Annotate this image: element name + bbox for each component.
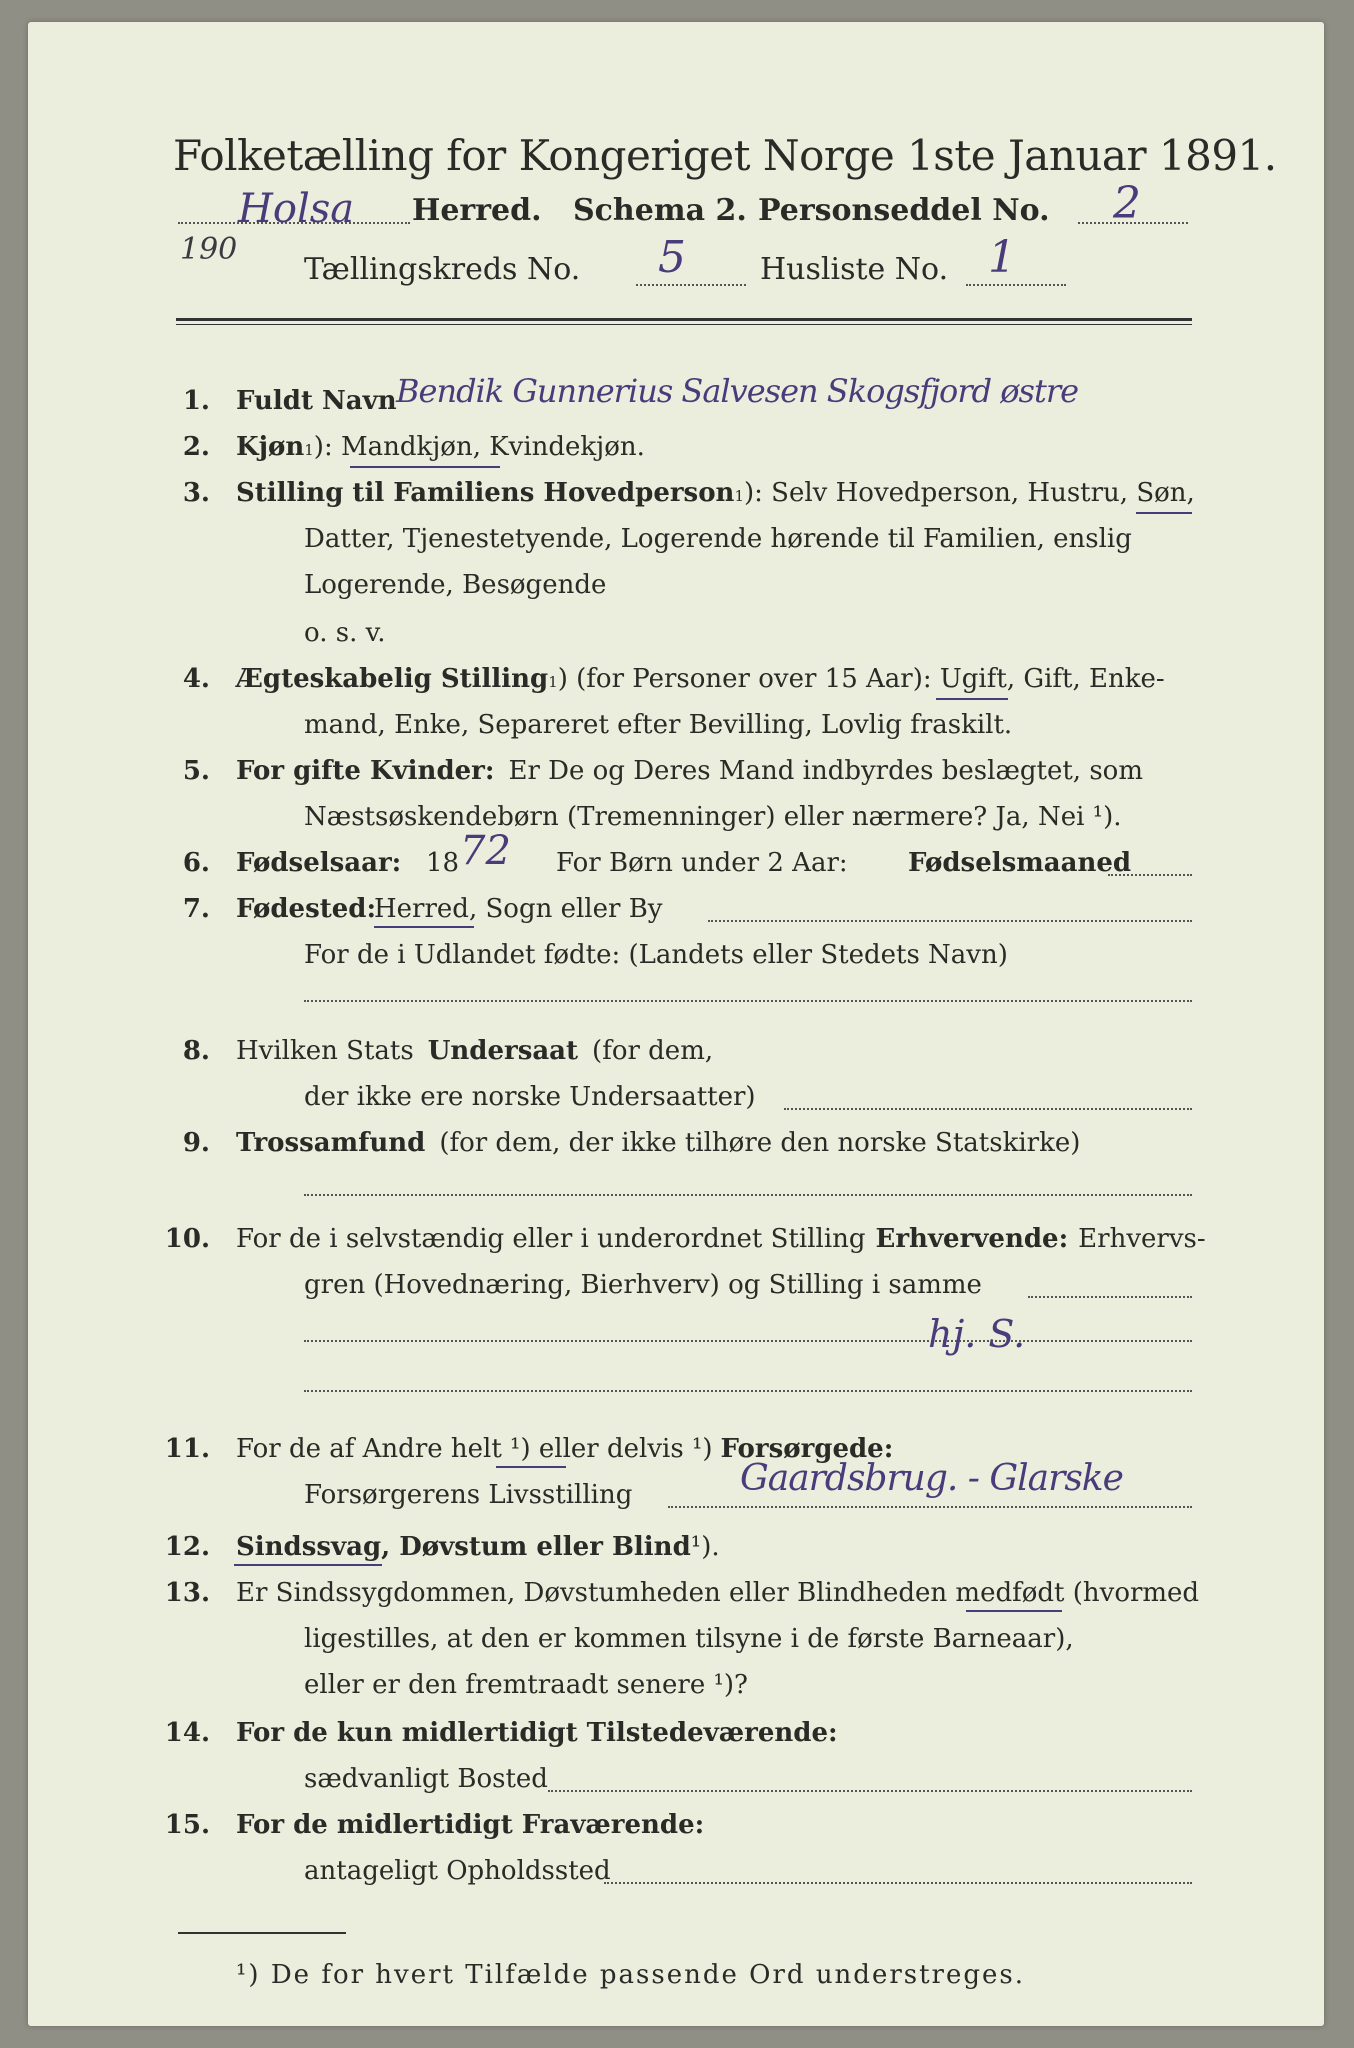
herred-label: Herred. — [412, 193, 542, 228]
item-12-label: Sindssvag, Døvstum eller Blind — [236, 1532, 691, 1562]
item-13-line3: eller er den fremtraadt senere ¹)? — [304, 1670, 748, 1700]
personseddel-label: Personseddel No. — [758, 193, 1050, 228]
item-14-label: For de kun midlertidigt Tilstedeværende: — [236, 1718, 838, 1748]
occupation-dotline-3 — [304, 1390, 1192, 1392]
occupation-value: hj. S. — [928, 1312, 1026, 1356]
item-2-sup: 1 — [304, 441, 314, 459]
item-5-text: Er De og Deres Mand indbyrdes beslægtet, som — [508, 756, 1143, 786]
provider-dotline — [668, 1506, 1192, 1508]
item-12-row — [236, 1530, 720, 1564]
item-number: 5. — [182, 756, 210, 786]
item-number: 10. — [164, 1224, 210, 1254]
occupation-dotline-2 — [304, 1340, 1192, 1342]
item-6-label2: Fødselsmaaned — [908, 848, 1132, 878]
item-15-label: For de midlertidigt Fraværende: — [236, 1810, 705, 1840]
item-10-label: Erhvervende: — [875, 1224, 1069, 1254]
abode-dotline — [604, 1882, 1192, 1884]
occupation-dotline-1 — [1028, 1296, 1192, 1298]
item-number: 14. — [164, 1718, 210, 1748]
item-number: 15. — [164, 1810, 210, 1840]
item-3-text: ): Selv Hovedperson, Hustru, Søn, — [744, 478, 1195, 508]
item-3-line4: o. s. v. — [304, 618, 386, 648]
item-2-text: ): Mandkjøn, Kvindekjøn. — [313, 432, 645, 462]
item-number: 7. — [182, 894, 210, 924]
header-rule-thin — [176, 324, 1192, 325]
underline-herred — [374, 926, 474, 928]
item-number: 11. — [164, 1434, 210, 1464]
item-14-line2: sædvanligt Bosted — [304, 1764, 548, 1794]
item-number: 2. — [182, 432, 210, 462]
underline-mandkjon — [350, 466, 500, 468]
item-10-text: For de i selvstændig eller i underordnet Stilling — [236, 1224, 866, 1254]
full-name-value: Bendik Gunnerius Salvesen Skogsfjord østre — [396, 372, 1079, 410]
residence-dotline — [548, 1790, 1192, 1792]
item-3-line2: Datter, Tjenestetyende, Logerende hørende til Familien, enslig — [304, 524, 1132, 554]
kreds-value: 5 — [658, 232, 686, 283]
form-title: Folketælling for Kongeriget Norge 1ste Januar 1891. — [173, 131, 1277, 180]
header-rule — [176, 318, 1192, 321]
footnote-rule — [178, 1932, 346, 1934]
item-number: 3. — [182, 478, 210, 508]
religion-dotline — [304, 1194, 1192, 1196]
margin-note: 190 — [180, 232, 238, 267]
birth-year-prefix: 18 — [426, 848, 460, 878]
item-3-label: Stilling til Familiens Hovedperson — [236, 478, 735, 508]
census-form-page — [28, 22, 1324, 2026]
item-5-label: For gifte Kvinder: — [236, 756, 495, 786]
kreds-dotline — [636, 284, 746, 286]
item-number: 6. — [182, 848, 210, 878]
husliste-value: 1 — [988, 232, 1016, 283]
foreign-birthplace-dotline — [304, 1000, 1192, 1002]
item-8-label: Undersaat — [427, 1036, 579, 1066]
item-3-line3: Logerende, Besøgende — [304, 570, 607, 600]
item-8-text: Hvilken Stats — [236, 1036, 414, 1066]
nationality-dotline — [784, 1108, 1192, 1110]
underline-sindssvag — [234, 1564, 382, 1566]
personseddel-value: 2 — [1113, 178, 1141, 229]
item-9-text: (for dem, der ikke tilhøre den norske Statskirke) — [439, 1128, 1081, 1158]
schema-label: Schema 2. — [573, 193, 747, 228]
husliste-dotline — [966, 284, 1066, 286]
birth-year-value: 72 — [460, 828, 511, 874]
item-2-label: Kjøn — [236, 432, 305, 462]
item-number: 9. — [182, 1128, 210, 1158]
item-4-row — [236, 662, 1165, 699]
herred-value: Holsa — [238, 186, 355, 232]
item-10-line2: gren (Hovednæring, Bierhverv) og Stilling i samme — [304, 1270, 982, 1300]
item-11-line2: Forsørgerens Livsstilling — [304, 1480, 633, 1510]
item-10-row — [236, 1222, 1206, 1256]
item-4-label: Ægteskabelig Stilling — [236, 664, 549, 694]
item-number: 12. — [164, 1532, 210, 1562]
item-number: 13. — [164, 1578, 210, 1608]
item-6-text2: For Børn under 2 Aar: — [556, 848, 848, 878]
item-15-line2: antageligt Opholdssted — [304, 1856, 611, 1886]
item-4-text: ) (for Personer over 15 Aar): Ugift, Gift, Enke- — [557, 664, 1165, 694]
item-4-sup: 1 — [548, 673, 558, 691]
item-7-line2: For de i Udlandet fødte: (Landets eller Stedets Navn) — [304, 940, 1008, 970]
item-9-label: Trossamfund — [236, 1128, 426, 1158]
provider-occupation-value: Gaardsbrug. - Glarske — [740, 1458, 1123, 1499]
item-10-text2: Erhvervs- — [1078, 1224, 1206, 1254]
birth-month-dotline — [1108, 874, 1192, 876]
underline-son — [1136, 512, 1192, 514]
item-8-row — [236, 1034, 713, 1068]
underline-ugift — [936, 698, 1008, 700]
item-7-label: Fødested: — [236, 894, 377, 924]
item-5-line2: Næstsøskendebørn (Tremenninger) eller nærmere? Ja, Nei ¹). — [304, 802, 1122, 832]
item-3-row — [236, 476, 1195, 513]
item-3-sup: 1 — [734, 487, 744, 505]
husliste-label: Husliste No. — [760, 252, 949, 287]
item-number: 8. — [182, 1036, 210, 1066]
underline-helt — [496, 1466, 566, 1468]
item-11-text: For de af Andre helt ¹) eller delvis ¹) — [236, 1434, 713, 1464]
birthplace-dotline — [708, 920, 1192, 922]
kreds-label: Tællingskreds No. — [304, 252, 581, 287]
item-11-label: Forsørgede: — [720, 1434, 894, 1464]
item-4-line2: mand, Enke, Separeret efter Bevilling, Lovlig fraskilt. — [304, 710, 1013, 740]
item-13-line2: ligestilles, at den er kommen tilsyne i de første Barneaar), — [304, 1624, 1074, 1654]
underline-medfodt — [966, 1610, 1062, 1612]
item-6-label: Fødselsaar: — [236, 848, 402, 878]
item-number: 4. — [182, 664, 210, 694]
item-1-label: Fuldt Navn — [236, 386, 397, 416]
item-5-row — [236, 754, 1143, 788]
item-2-row — [236, 430, 645, 467]
item-8-line2: der ikke ere norske Undersaatter) — [304, 1082, 756, 1112]
item-12-text: ¹). — [690, 1532, 720, 1562]
item-7-text: Herred, Sogn eller By — [374, 894, 663, 924]
item-number: 1. — [182, 386, 210, 416]
footnote: ¹) De for hvert Tilfælde passende Ord understreges. — [236, 1960, 1026, 1990]
item-8-text2: (for dem, — [592, 1036, 714, 1066]
item-13-text: Er Sindssygdommen, Døvstumheden eller Blindheden medfødt (hvormed — [236, 1578, 1200, 1608]
item-9-row — [236, 1126, 1080, 1160]
